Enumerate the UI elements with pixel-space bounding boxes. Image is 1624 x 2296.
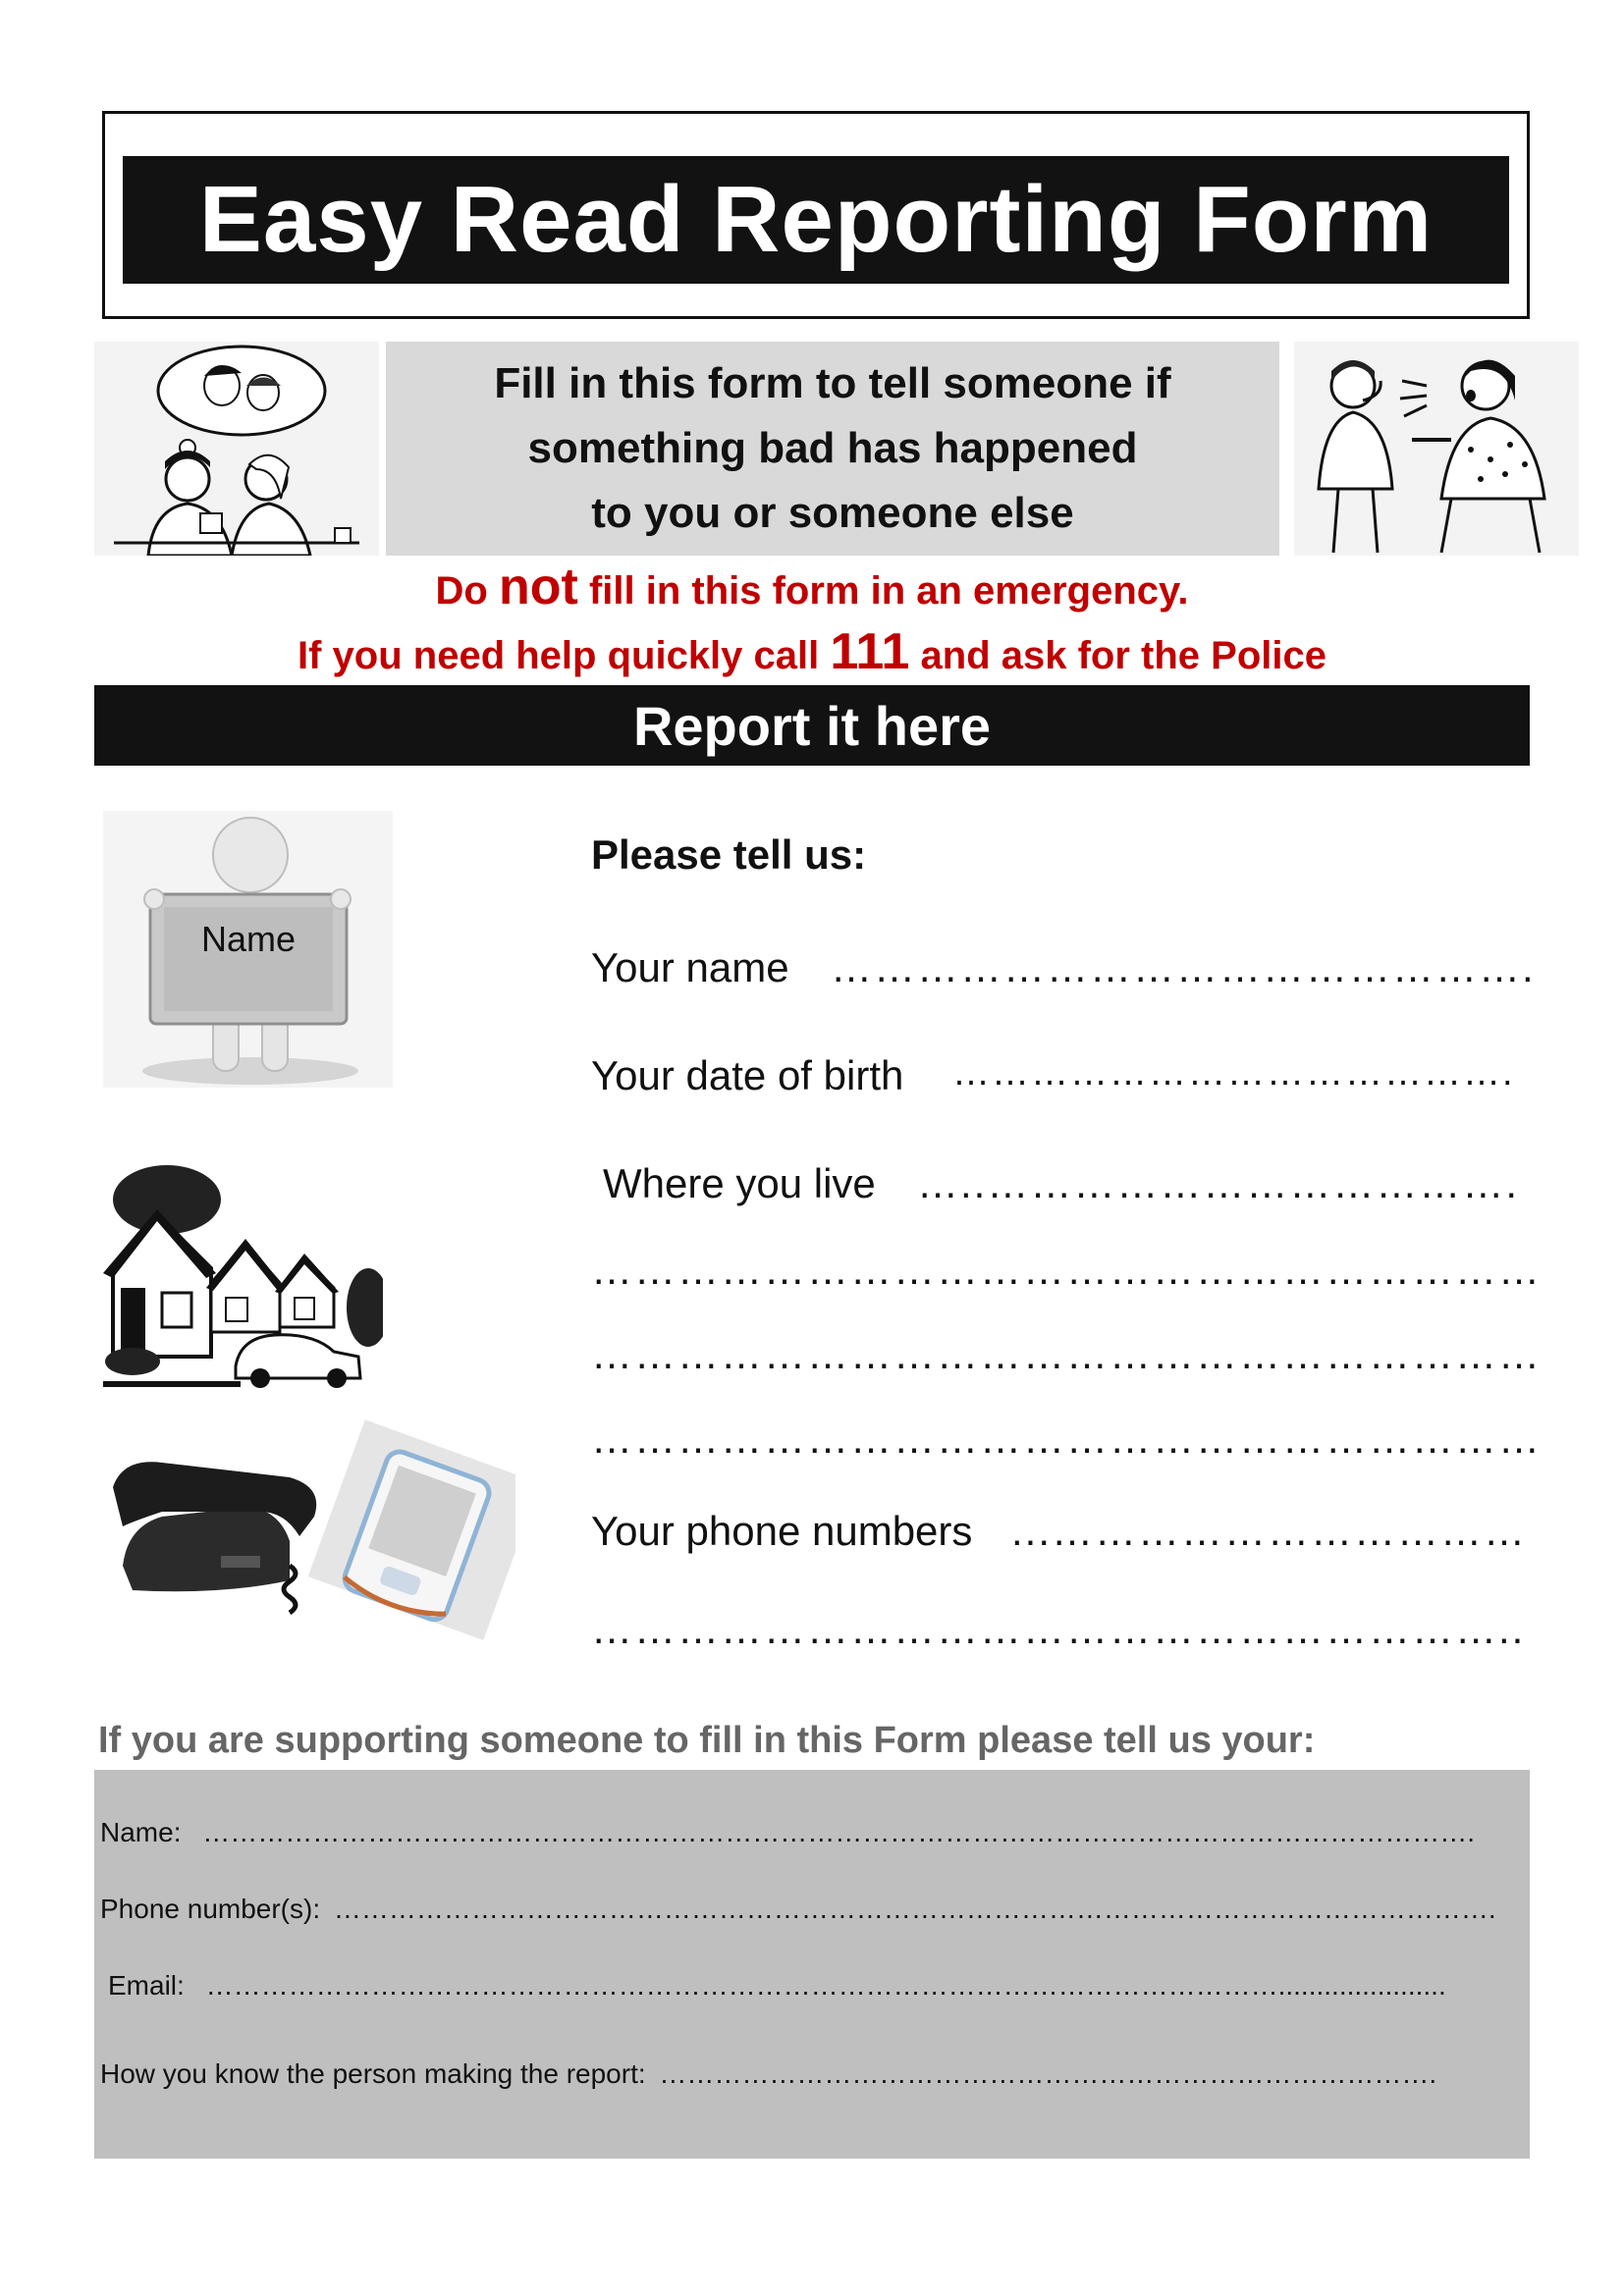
your-name-label: Your name (591, 944, 789, 990)
supporter-heading: If you are supporting someone to fill in this Form please tell us your: (98, 1720, 1316, 1761)
intro-line: something bad has happened (527, 424, 1138, 472)
supporter-email-label: Email: (108, 1970, 185, 2001)
address-line-2-field[interactable]: ………………………………………………………… (591, 1247, 1542, 1293)
intro-line: Fill in this form to tell someone if (494, 359, 1171, 407)
supporter-phone-row (100, 1894, 1496, 1925)
warning-text: fill in this form in an emergency. (577, 569, 1189, 613)
intro-line: to you or someone else (591, 489, 1074, 537)
please-tell-us-heading: Please tell us: (591, 831, 867, 878)
house-icon (103, 1160, 383, 1414)
emergency-warning (0, 558, 1624, 616)
supporter-phone-field[interactable]: ………………………………………………………………………………………………………………. (333, 1894, 1496, 1924)
supporter-details-box (94, 1770, 1530, 2159)
police-call-warning (0, 622, 1624, 681)
telephone-and-mobile-icon (103, 1418, 515, 1654)
people-talking-illustration (94, 342, 379, 556)
page-title: Easy Read Reporting Form (198, 167, 1434, 272)
address-field[interactable]: …..………………………………. (917, 1160, 1520, 1206)
supporter-phone-label: Phone number(s): (100, 1894, 321, 1924)
name-card-label: Name (200, 919, 297, 959)
supporter-name-row (100, 1817, 1475, 1848)
address-line-3-field[interactable]: ………………………………………………………… (591, 1331, 1542, 1377)
title-banner (123, 156, 1509, 284)
emergency-number: 111 (830, 623, 910, 680)
section-bar (94, 685, 1530, 766)
warning-text: and ask for the Police (909, 634, 1326, 677)
phone-numbers-line-2-field[interactable]: ……………………………………………………….. (591, 1606, 1526, 1652)
phone-numbers-label: Your phone numbers (591, 1508, 973, 1554)
warning-text: If you need help quickly call (298, 634, 831, 677)
name-card-illustration (103, 811, 393, 1088)
date-of-birth-field[interactable]: ……………………………………. (952, 1052, 1515, 1094)
warning-text: Do (435, 569, 499, 613)
section-title: Report it here (632, 694, 992, 757)
date-of-birth-label: Your date of birth (591, 1052, 904, 1098)
warning-emphasis: not (498, 559, 578, 615)
supporter-name-field[interactable]: …………………………………………………………………………………………………………………………. (202, 1817, 1476, 1847)
supporter-email-row (108, 1970, 1446, 2002)
address-line-4-field[interactable]: ………………………………………………………… (591, 1415, 1542, 1462)
supporter-email-field[interactable]: ………………………………………………………………………………………………………...................... (205, 1970, 1446, 2001)
title-frame (102, 111, 1530, 319)
supporter-relationship-label: How you know the person making the report: (100, 2058, 646, 2089)
supporter-relationship-row (100, 2058, 1436, 2090)
phone-numbers-field[interactable]: ...…………………………… (1011, 1508, 1528, 1554)
intro-box (386, 342, 1279, 556)
where-you-live-label: Where you live (603, 1160, 876, 1206)
supporter-relationship-field[interactable]: …………………………………………………………………………. (659, 2058, 1437, 2089)
supporter-name-label: Name: (100, 1817, 182, 1847)
argument-illustration (1294, 342, 1579, 556)
your-name-field[interactable]: …………………………………………. (831, 944, 1536, 990)
